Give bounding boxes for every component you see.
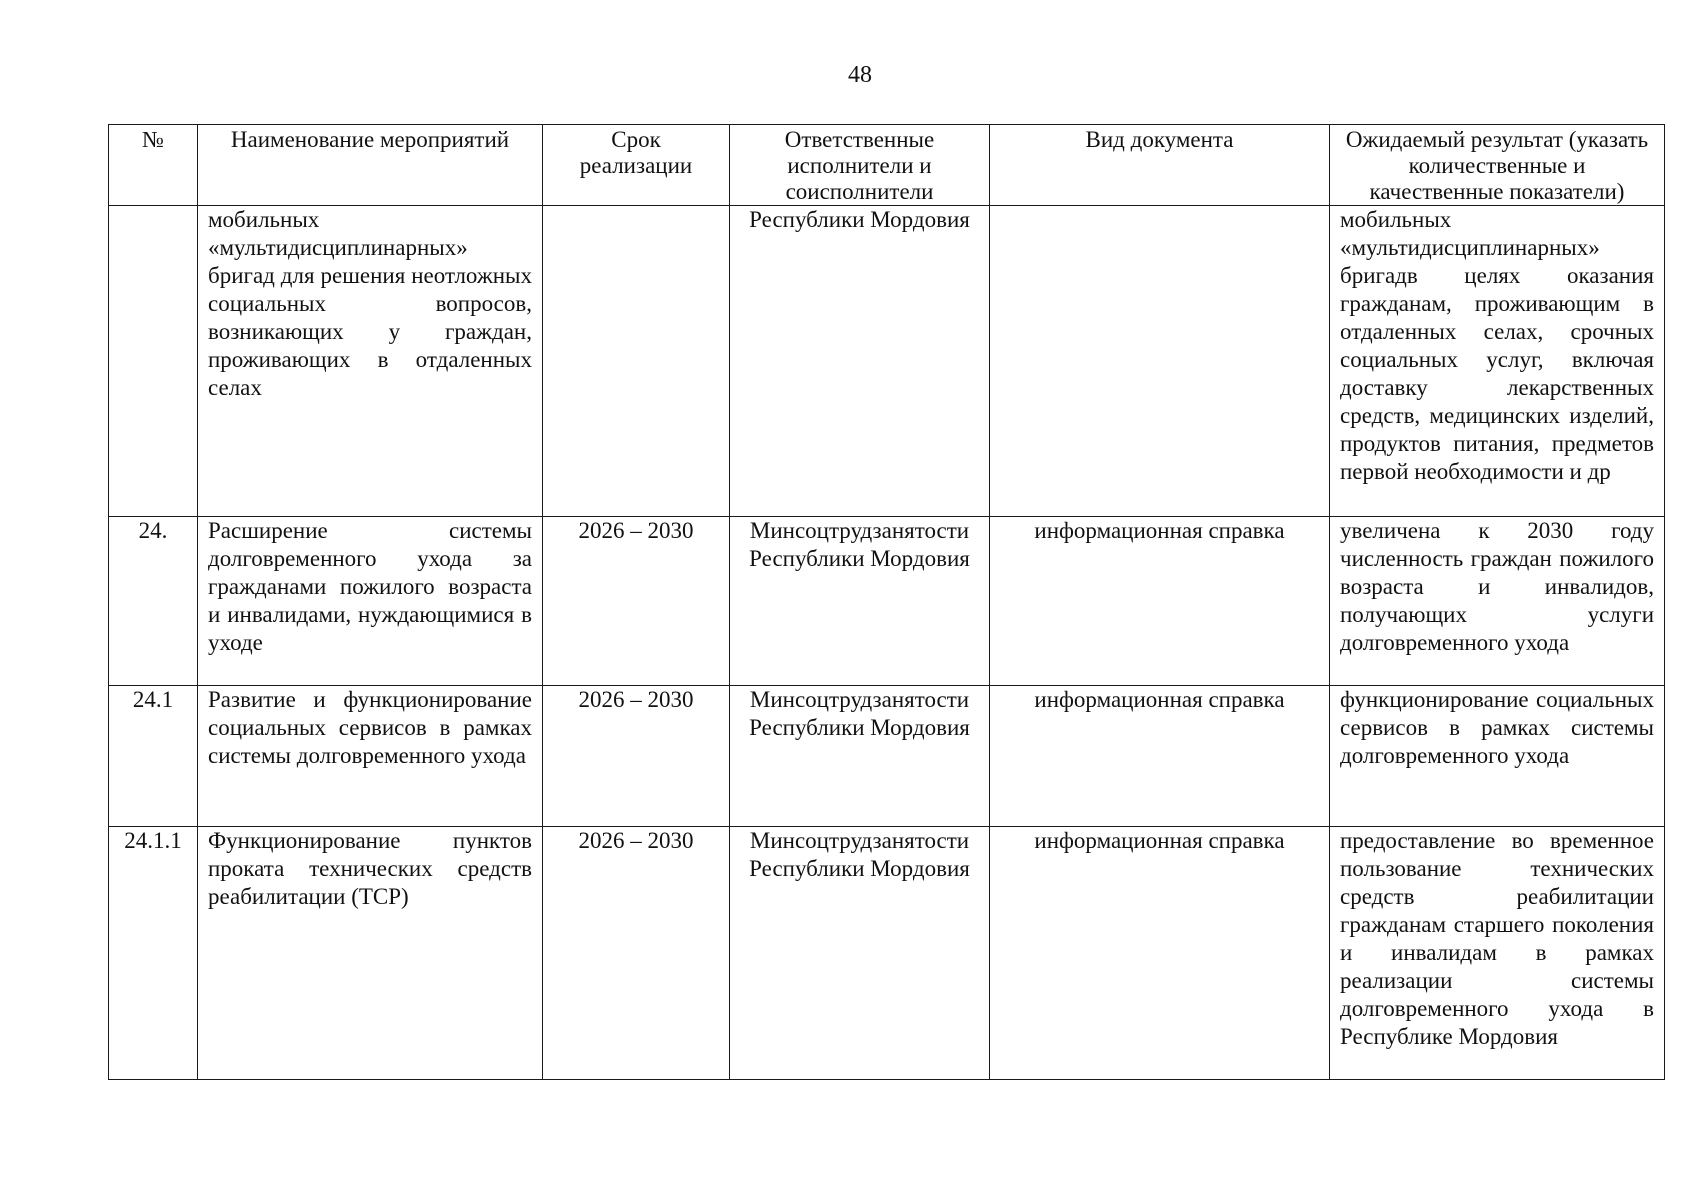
- cell-result: предоставление во временное пользование технических средств реабилитации гражданам старшего поколения и инвалидам в рамках реализации системы долговременного ухода в Республике Мордовия: [1330, 827, 1665, 1080]
- cell-term: 2026 – 2030: [543, 517, 730, 686]
- cell-num: 24.1.1: [109, 827, 198, 1080]
- header-doc-type: Вид документа: [990, 125, 1330, 206]
- cell-doc-type: информационная справка: [990, 517, 1330, 686]
- cell-doc-type: информационная справка: [990, 686, 1330, 827]
- cell-name: мобильных «мультидисциплинарных» бригад для решения неотложных социальных вопросов, возникающих у граждан, проживающих в отдаленных селах: [198, 206, 543, 517]
- cell-doc-type: информационная справка: [990, 827, 1330, 1080]
- header-name: Наименование мероприятий: [198, 125, 543, 206]
- cell-result: функционирование социальных сервисов в рамках системы долговременного ухода: [1330, 686, 1665, 827]
- cell-num: 24.1: [109, 686, 198, 827]
- cell-responsible: Минсоцтрудзанятости Республики Мордовия: [730, 686, 990, 827]
- cell-num: [109, 206, 198, 517]
- header-result: Ожидаемый результат (указать количественные и качественные показатели): [1330, 125, 1665, 206]
- measures-table: [108, 124, 1665, 1080]
- cell-doc-type: [990, 206, 1330, 517]
- cell-term: 2026 – 2030: [543, 686, 730, 827]
- header-term: Срок реализации: [543, 125, 730, 206]
- table-row: [109, 517, 1665, 686]
- table-row: [109, 206, 1665, 517]
- cell-responsible: Минсоцтрудзанятости Республики Мордовия: [730, 517, 990, 686]
- cell-responsible: Минсоцтрудзанятости Республики Мордовия: [730, 827, 990, 1080]
- cell-name: Расширение системы долговременного ухода за гражданами пожилого возраста и инвалидами, нуждающимися в уходе: [198, 517, 543, 686]
- page-number: 48: [848, 62, 872, 88]
- header-num: №: [109, 125, 198, 206]
- table-row: [109, 827, 1665, 1080]
- cell-name: Развитие и функционирование социальных сервисов в рамках системы долговременного ухода: [198, 686, 543, 827]
- cell-result: увеличена к 2030 году численность граждан пожилого возраста и инвалидов, получающих услуги долговременного ухода: [1330, 517, 1665, 686]
- cell-result: мобильных «мультидисциплинарных» бригадв целях оказания гражданам, проживающим в отдаленных селах, срочных социальных услуг, включая доставку лекарственных средств, медицинских изделий, продуктов питания, предметов первой необходимости и др: [1330, 206, 1665, 517]
- header-responsible: Ответственные исполнители и соисполнители: [730, 125, 990, 206]
- cell-responsible: Республики Мордовия: [730, 206, 990, 517]
- cell-term: 2026 – 2030: [543, 827, 730, 1080]
- table-row: [109, 686, 1665, 827]
- cell-name: Функционирование пунктов проката технических средств реабилитации (ТСР): [198, 827, 543, 1080]
- cell-term: [543, 206, 730, 517]
- cell-num: 24.: [109, 517, 198, 686]
- table-header-row: [109, 125, 1665, 206]
